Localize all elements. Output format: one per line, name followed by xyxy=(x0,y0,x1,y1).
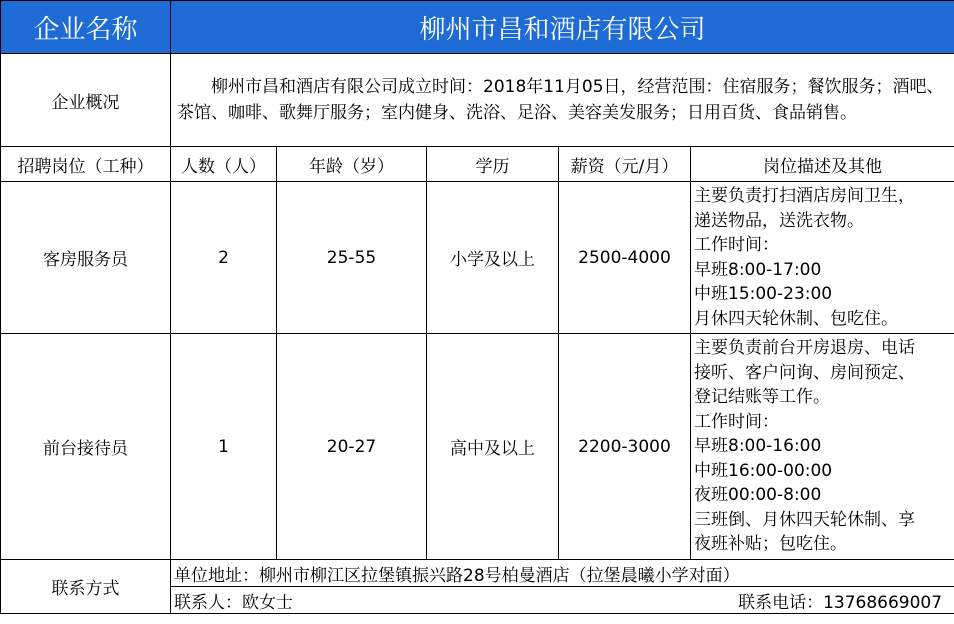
company-name-label: 企业名称 xyxy=(1,1,171,54)
col-description: 岗位描述及其他 xyxy=(691,147,954,182)
company-name: 柳州市昌和酒店有限公司 xyxy=(171,1,954,54)
job-salary: 2200-3000 xyxy=(559,334,691,560)
description-line: 月休四天轮休制、包吃住。 xyxy=(694,308,898,329)
description-line: 工作时间： xyxy=(694,235,779,255)
header-row xyxy=(1,1,954,54)
col-count: 人数（人） xyxy=(171,147,277,182)
job-position: 客房服务员 xyxy=(1,182,171,334)
description-line: 主要负责打扫酒店房间卫生， xyxy=(694,186,915,206)
overview-cell xyxy=(171,54,954,147)
contact-address: 单位地址：柳州市柳江区拉堡镇振兴路28号柏曼酒店（拉堡晨曦小学对面） xyxy=(171,560,954,587)
col-age: 年龄（岁） xyxy=(277,147,427,182)
job-description xyxy=(691,334,954,560)
description-line: 接听、客户问询、房间预定、 xyxy=(694,362,915,383)
job-count: 1 xyxy=(171,334,277,560)
job-row xyxy=(1,182,954,334)
contact-address-row xyxy=(1,560,954,587)
description-line: 早班8:00-16:00 xyxy=(694,436,822,456)
job-count: 2 xyxy=(171,182,277,334)
overview-label: 企业概况 xyxy=(1,54,171,147)
description-line: 中班16:00-00:00 xyxy=(694,460,833,481)
job-age: 20-27 xyxy=(277,334,427,560)
job-age: 25-55 xyxy=(277,182,427,334)
column-header-row xyxy=(1,147,954,182)
description-line: 夜班补贴；包吃住。 xyxy=(694,534,847,554)
description-line: 登记结账等工作。 xyxy=(694,387,830,407)
contact-person-cell xyxy=(171,587,954,614)
job-description xyxy=(691,182,954,334)
col-position: 招聘岗位（工种） xyxy=(1,147,171,182)
overview-row xyxy=(1,54,954,147)
overview-text: 柳州市昌和酒店有限公司成立时间：2018年11月05日，经营范围：住宿服务；餐饮服务；酒吧、茶馆、咖啡、歌舞厅服务；室内健身、洗浴、足浴、美容美发服务；日用百货、食品销售。 xyxy=(177,77,944,123)
description-line: 早班8:00-17:00 xyxy=(694,259,822,280)
job-row xyxy=(1,334,954,560)
job-education: 小学及以上 xyxy=(427,182,559,334)
contact-person: 联系人：欧女士 xyxy=(174,592,293,613)
job-education: 高中及以上 xyxy=(427,334,559,560)
contact-phone: 联系电话：13768669007 xyxy=(738,592,943,613)
description-line: 三班倒、月休四天轮休制、享 xyxy=(694,509,915,530)
description-line: 工作时间： xyxy=(694,411,779,432)
col-education: 学历 xyxy=(427,147,559,182)
description-line: 主要负责前台开房退房、电话 xyxy=(694,338,915,358)
job-salary: 2500-4000 xyxy=(559,182,691,334)
job-position: 前台接待员 xyxy=(1,334,171,560)
description-line: 递送物品，送洗衣物。 xyxy=(694,210,864,231)
description-line: 中班15:00-23:00 xyxy=(694,284,833,304)
description-line: 夜班00:00-8:00 xyxy=(694,485,822,505)
contact-label: 联系方式 xyxy=(1,560,171,614)
col-salary: 薪资（元/月） xyxy=(559,147,691,182)
